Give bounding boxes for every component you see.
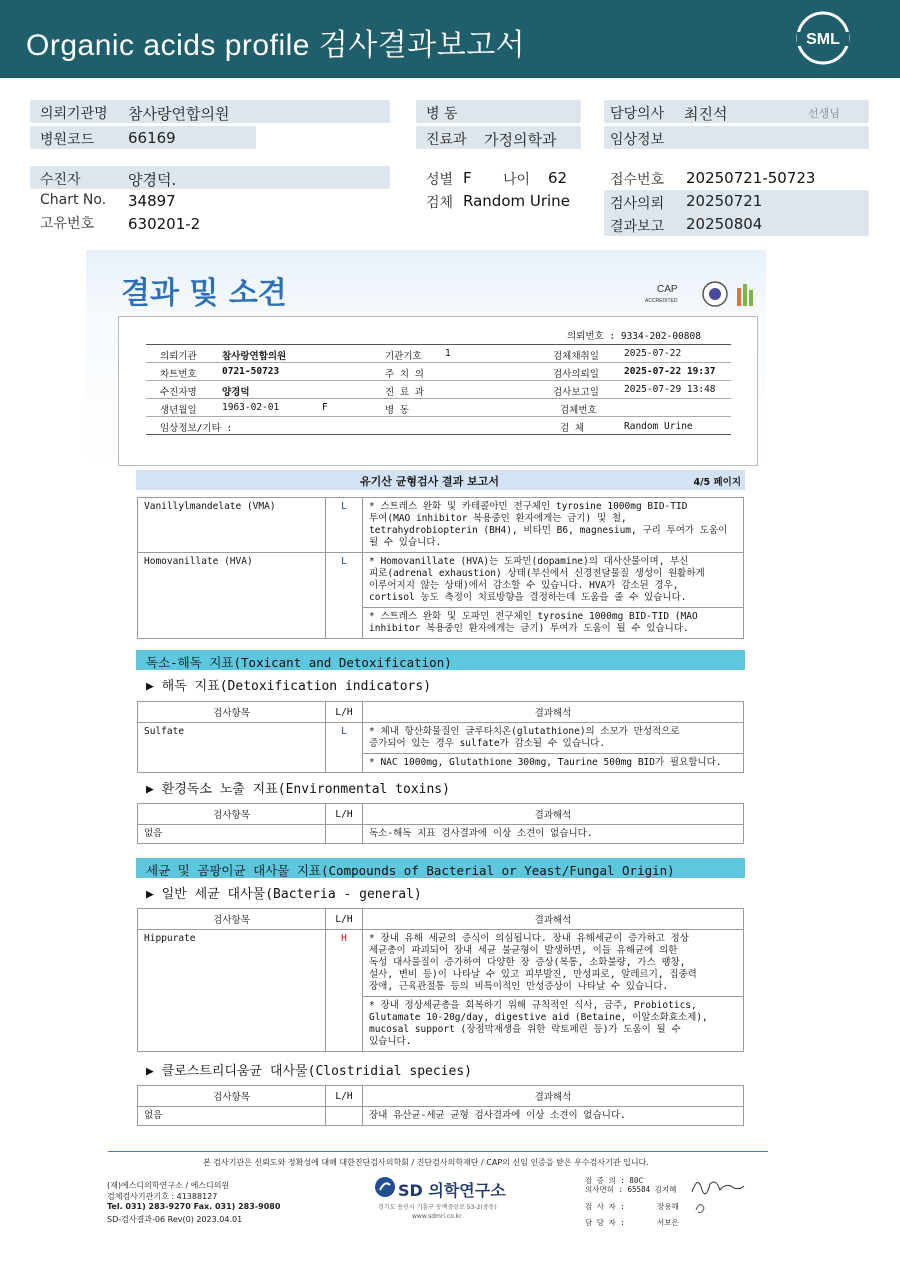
report-title: 유기산 균형검사 결과 보고서	[360, 475, 499, 488]
hosp-code-value: 66169	[128, 129, 176, 147]
footer-r1: 검 증 의 : 80Ⅽ	[585, 1176, 644, 1185]
hosp-code-row	[30, 126, 256, 149]
footer-r2: 의사면허 : 65584 김지혜	[585, 1185, 677, 1194]
test-req-value: 20250721	[686, 192, 763, 210]
test-req-label: 검사의뢰	[610, 196, 665, 212]
col-interp: 결과해석	[363, 804, 744, 825]
clos-table	[137, 1085, 744, 1126]
patient-value: 양경덕.	[128, 171, 177, 189]
cap-text: CAP	[657, 284, 678, 295]
col-lh: L/H	[326, 1086, 363, 1107]
result-heading: 결과 및 소견	[121, 276, 287, 311]
s-r2-k1: 차트번호	[160, 369, 197, 380]
s-r1-v2: 1	[445, 348, 451, 359]
col-lh: L/H	[326, 702, 363, 723]
s-r4-sex: F	[322, 402, 328, 413]
req-no: 의뢰번호 : 9334-202-00808	[567, 331, 701, 342]
sml-logo-icon	[795, 10, 851, 66]
col-item: 검사항목	[138, 702, 326, 723]
notes-vma: * 스트레스 완화 및 카테콜아민 전구체인 tyrosine 1000mg BID-TID 투여(MAO inhibitor 복용중인 환자에게는 금기) 및 철, tetrahydrobiopterin (BH4), 비타민 B6, magnesium, 구리 투여가 도움이 될 수 있습니다.	[363, 498, 744, 553]
lh-hva: L	[326, 553, 363, 639]
result-value: 20250804	[686, 215, 763, 233]
tox-section-title: 독소-해독 지표(Toxicant and Detoxification)	[146, 655, 452, 670]
table-row	[138, 553, 744, 608]
age-value: 62	[548, 169, 568, 187]
cert-text: 본 검사기관은 신뢰도와 정확성에 대해 대한진단검사의학회 / 진단검사의학재단 / CAP의 신임 인증을 받은 우수검사기관 입니다.	[203, 1158, 649, 1167]
footer-l3: Tel. 031) 283-9270 Fax. 031) 283-9080	[107, 1202, 281, 1211]
table-row	[138, 723, 744, 754]
sex-label: 성별	[426, 172, 454, 188]
s-r2-k2: 주 치 의	[385, 369, 424, 380]
brand-address: 경기도 용인시 기흥구 동백중앙로 53-2(중동)	[378, 1204, 497, 1211]
doctor-row	[604, 100, 869, 123]
notes-clos: 장내 유산균-세균 균형 검사결과에 이상 소견이 없습니다.	[363, 1107, 744, 1126]
col-item: 검사항목	[138, 909, 326, 930]
notes-hippurate-2: * 장내 정상세균총을 회복하기 위해 규칙적인 식사, 금주, Probiotics, Glutamate 10-20g/day, digestive aid (Betaine, 이알소화효소제), mucosal support (장점막재생을 위한 락토페린 등)가 도움이 될 수 있습니다.	[363, 997, 744, 1052]
s-r3-k3: 검사보고일	[553, 387, 599, 398]
ward-label: 병 동	[426, 106, 458, 122]
env-subtitle: ▶ 환경독소 노출 지표(Environmental toxins)	[146, 782, 450, 797]
tox-section-bar	[136, 650, 745, 670]
test-dates-block	[604, 190, 869, 236]
col-lh: L/H	[326, 804, 363, 825]
notes-sulfate-2: * NAC 1000mg, Glutathione 300mg, Taurine 500mg BID가 필요합니다.	[363, 754, 744, 773]
s-r1-k3: 검체채취일	[553, 351, 599, 362]
col-lh: L/H	[326, 909, 363, 930]
s-r1-k1: 의뢰기관	[160, 351, 197, 362]
receipt-value: 20250721-50723	[686, 169, 816, 187]
col-interp: 결과해석	[363, 1086, 744, 1107]
s-r3-k1: 수진자명	[160, 387, 197, 398]
clos-subtitle: ▶ 클로스트리디움균 대사물(Clostridial species)	[146, 1064, 472, 1079]
s-r3-v1: 양경덕	[222, 387, 250, 398]
req-inst-value: 참사랑연합의원	[128, 105, 230, 123]
item-sulfate: Sulfate	[138, 723, 326, 773]
result-label: 결과보고	[610, 219, 665, 235]
specimen-value: Random Urine	[463, 192, 570, 210]
age-label: 나이	[503, 172, 531, 188]
footer-l4: SD-검사결과-06 Rev(0) 2023.04.01	[107, 1215, 243, 1224]
brand-web: www.sdmri.co.kr	[412, 1213, 462, 1220]
ward-row	[416, 100, 581, 123]
notes-hva-2: * 스트레스 완화 및 도파민 전구체인 tyrosine 1000mg BID-TID (MAO inhibitor 복용중인 환자에게는 금기) 투여가 도움이 될 수 있습니다.	[363, 608, 744, 639]
footer-r3v: 장용해	[657, 1202, 679, 1211]
chart-label: Chart No.	[40, 192, 107, 208]
clinical-row	[604, 126, 869, 149]
signature-icon	[690, 1170, 746, 1220]
brand-name: SD 의학연구소	[398, 1181, 506, 1200]
logo-text: SML	[806, 31, 840, 48]
footer-l2: 검체검사기관기호 : 41388127	[107, 1192, 218, 1201]
bact-table	[137, 908, 744, 1052]
dept-row	[416, 126, 581, 149]
s-r1-v1: 참사랑연합의원	[222, 351, 287, 362]
report-header	[0, 0, 900, 78]
item-vma: Vanillylmandelate (VMA)	[138, 498, 326, 553]
detox-table	[137, 701, 744, 773]
receipt-label: 접수번호	[610, 172, 665, 188]
s-r5-k1: 임상정보/기타 :	[160, 423, 233, 434]
hosp-code-label: 병원코드	[40, 132, 95, 148]
dept-value: 가정의학과	[484, 131, 557, 149]
notes-hippurate: * 장내 유해 세균의 증식이 의심됩니다. 장내 유해세균이 증가하고 정상 세균총이 파괴되어 장내 세균 불균형이 발생하면, 이들 유해균에 의한 독성 대사물질이 증가하여 다양한 장 증상(복통, 소화불량, 가스 팽창, 설사, 변비 등)이 나타날 수 있고 피부발진, 만성피로, 알레르기, 집중력 장애, 근육관절통 등의 비특이적인 만성증상이 나타날 수 있습니다.	[363, 930, 744, 997]
doctor-suffix: 선생님	[808, 107, 840, 120]
s-r3-v3: 2025-07-29 13:48	[624, 384, 716, 395]
item-clos: 없음	[138, 1107, 326, 1126]
detox-subtitle: ▶ 해독 지표(Detoxification indicators)	[146, 679, 432, 694]
top-results-table	[137, 497, 744, 639]
notes-hva: * Homovanillate (HVA)는 도파민(dopamine)의 대사산물이며, 부신 피로(adrenal exhaustion) 상태(부신에서 신경전달물질 생성이 원활하게 이루어지지 않는 상태)에서 감소할 수 있습니다. HVA가 감소된 경우, cortisol 농도 측정이 치료방향을 결정하는데 도움을 줄 수 있습니다.	[363, 553, 744, 608]
uid-value: 630201-2	[128, 215, 201, 233]
footer-r3: 검 사 자 :	[585, 1202, 625, 1211]
col-item: 검사항목	[138, 804, 326, 825]
lh-sulfate: L	[326, 723, 363, 773]
doctor-label: 담당의사	[610, 106, 665, 122]
s-r1-v3: 2025-07-22	[624, 348, 682, 359]
s-r2-v3: 2025-07-22 19:37	[624, 366, 716, 377]
bact-subtitle: ▶ 일반 세균 대사물(Bacteria - general)	[146, 887, 422, 902]
bact-section-bar	[136, 858, 745, 878]
dept-label: 진료과	[426, 132, 467, 148]
notes-sulfate: * 체내 항산화물질인 글루타치온(glutathione)의 소모가 만성적으로 증가되어 있는 경우 sulfate가 감소될 수 있습니다.	[363, 723, 744, 754]
footer-r4: 담 당 자 :	[585, 1218, 625, 1227]
col-interp: 결과해석	[363, 702, 744, 723]
sex-value: F	[463, 169, 472, 187]
report-title-bar	[136, 470, 745, 490]
s-r2-k3: 검사의뢰일	[553, 369, 599, 380]
patient-label: 수진자	[40, 172, 81, 188]
s-r2-v1: 0721-50723	[222, 366, 280, 377]
s-r4-k1: 생년월일	[160, 405, 197, 416]
s-r4-k2: 병 동	[385, 405, 410, 416]
patient-row	[30, 166, 390, 189]
doctor-value: 최진석	[684, 105, 728, 123]
s-r5-k2: 검 체	[560, 423, 585, 434]
item-hippurate: Hippurate	[138, 930, 326, 1052]
req-inst-row	[30, 100, 390, 123]
item-hva: Homovanillate (HVA)	[138, 553, 326, 639]
env-table	[137, 803, 744, 844]
sd-logo-icon	[374, 1176, 396, 1198]
cap-sub-text: ACCREDITED	[645, 298, 678, 304]
table-row	[138, 825, 744, 844]
footer-l1: (재)에스디의학연구소 / 에스디의원	[107, 1181, 230, 1190]
chart-value: 34897	[128, 192, 176, 210]
table-row	[138, 498, 744, 553]
specimen-label: 검체	[426, 195, 454, 211]
notes-env: 독소-해독 지표 검사결과에 이상 소견이 없습니다.	[363, 825, 744, 844]
table-row	[138, 1107, 744, 1126]
accreditation-logos-icon	[643, 280, 763, 310]
s-r4-v1: 1963-02-01	[222, 402, 280, 413]
lh-hippurate: H	[326, 930, 363, 1052]
footer-r4v: 서보은	[657, 1218, 679, 1227]
lh-vma: L	[326, 498, 363, 553]
page-title: Organic acids profile 검사결과보고서	[26, 29, 526, 62]
page-number: 4/5 페이지	[693, 477, 741, 488]
bact-section-title: 세균 및 곰팡이균 대사물 지표(Compounds of Bacterial or Yeast/Fungal Origin)	[146, 863, 675, 878]
s-r3-k2: 진 료 과	[385, 387, 424, 398]
col-item: 검사항목	[138, 1086, 326, 1107]
item-env: 없음	[138, 825, 326, 844]
uid-label: 고유번호	[40, 216, 95, 232]
clinical-label: 임상정보	[610, 132, 665, 148]
s-r1-k2: 기관기호	[385, 351, 422, 362]
col-interp: 결과해석	[363, 909, 744, 930]
req-inst-label: 의뢰기관명	[40, 106, 108, 122]
s-r4-k3: 검체번호	[560, 405, 597, 416]
s-r5-v2: Random Urine	[624, 421, 693, 432]
table-row	[138, 930, 744, 997]
